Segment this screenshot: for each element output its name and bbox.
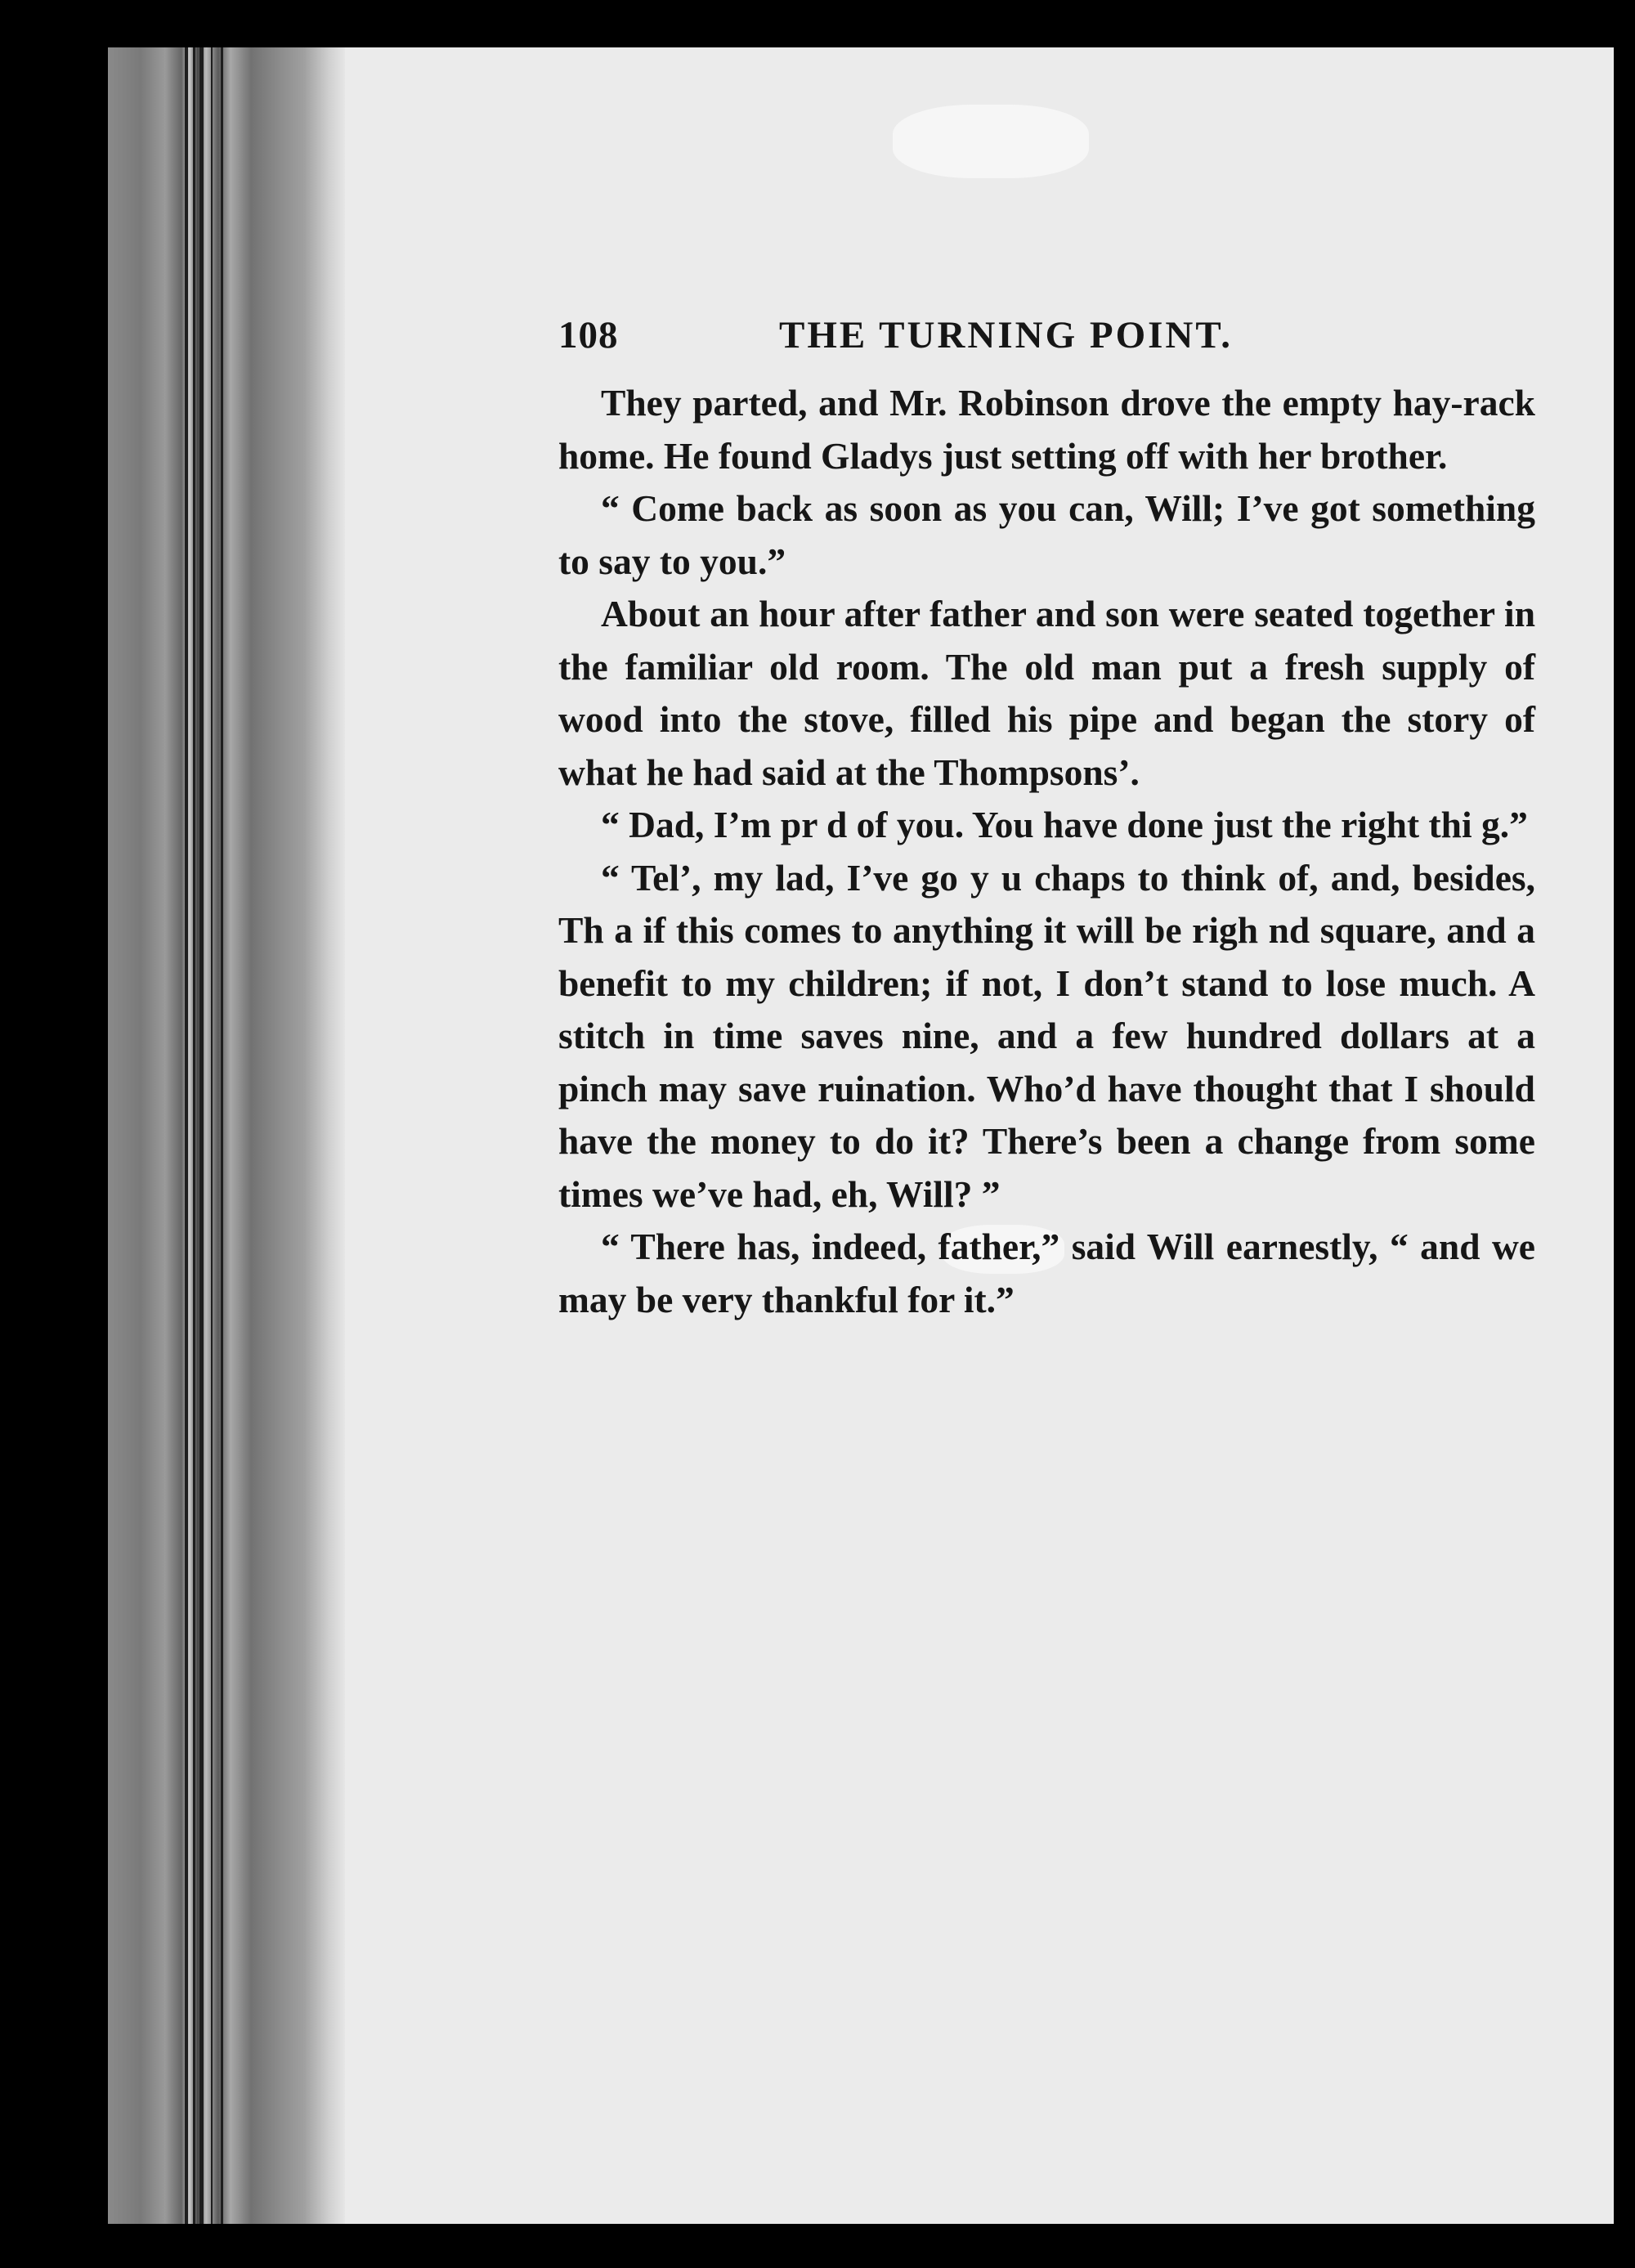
running-head — [558, 313, 1535, 377]
gutter-line — [193, 47, 195, 2224]
page-text — [558, 313, 1535, 1326]
running-title: THE TURNING POINT. — [779, 314, 1233, 356]
paragraph: “ Come back as soon as you can, Will; I’ve got something to say to you.” — [558, 487, 1535, 582]
paragraph: They parted, and Mr. Robinson drove the empty hay-rack home. He found Gladys just setting off with her brother. — [558, 382, 1535, 477]
gutter-line — [185, 47, 188, 2224]
paragraph: “ There has, indeed, father,” said Will earnestly, “ and we may be very thankful for it.” — [558, 1226, 1535, 1320]
gutter-line — [221, 47, 223, 2224]
paragraph: “ Dad, I’m pr d of you. You have done just the right thi g.” — [601, 804, 1528, 845]
paragraph: “ Tel’, my lad, I’ve go y u chaps to think of, and, besides, Th a if this comes to anything it will be righ nd square, and a benefit to my children; if not, I don’t stand to lose much. A stitch in time saves nine, and a few hundred dollars at a pinch may save ruination. Who’d have thought that I should have the money to do it? There’s been a change from some times we’ve had, eh, Will? ” — [558, 856, 1535, 1215]
gutter-line — [199, 47, 204, 2224]
paper-stain — [893, 105, 1089, 178]
gutter-line — [211, 47, 213, 2224]
binding-gutter — [108, 47, 345, 2224]
paragraph: About an hour after father and son were seated together in the familiar old room. The old man put a fresh supply of wood into the stove, filled his pipe and began the story of what he had said at the Thompsons’. — [558, 593, 1535, 793]
page-number: 108 — [558, 314, 619, 356]
